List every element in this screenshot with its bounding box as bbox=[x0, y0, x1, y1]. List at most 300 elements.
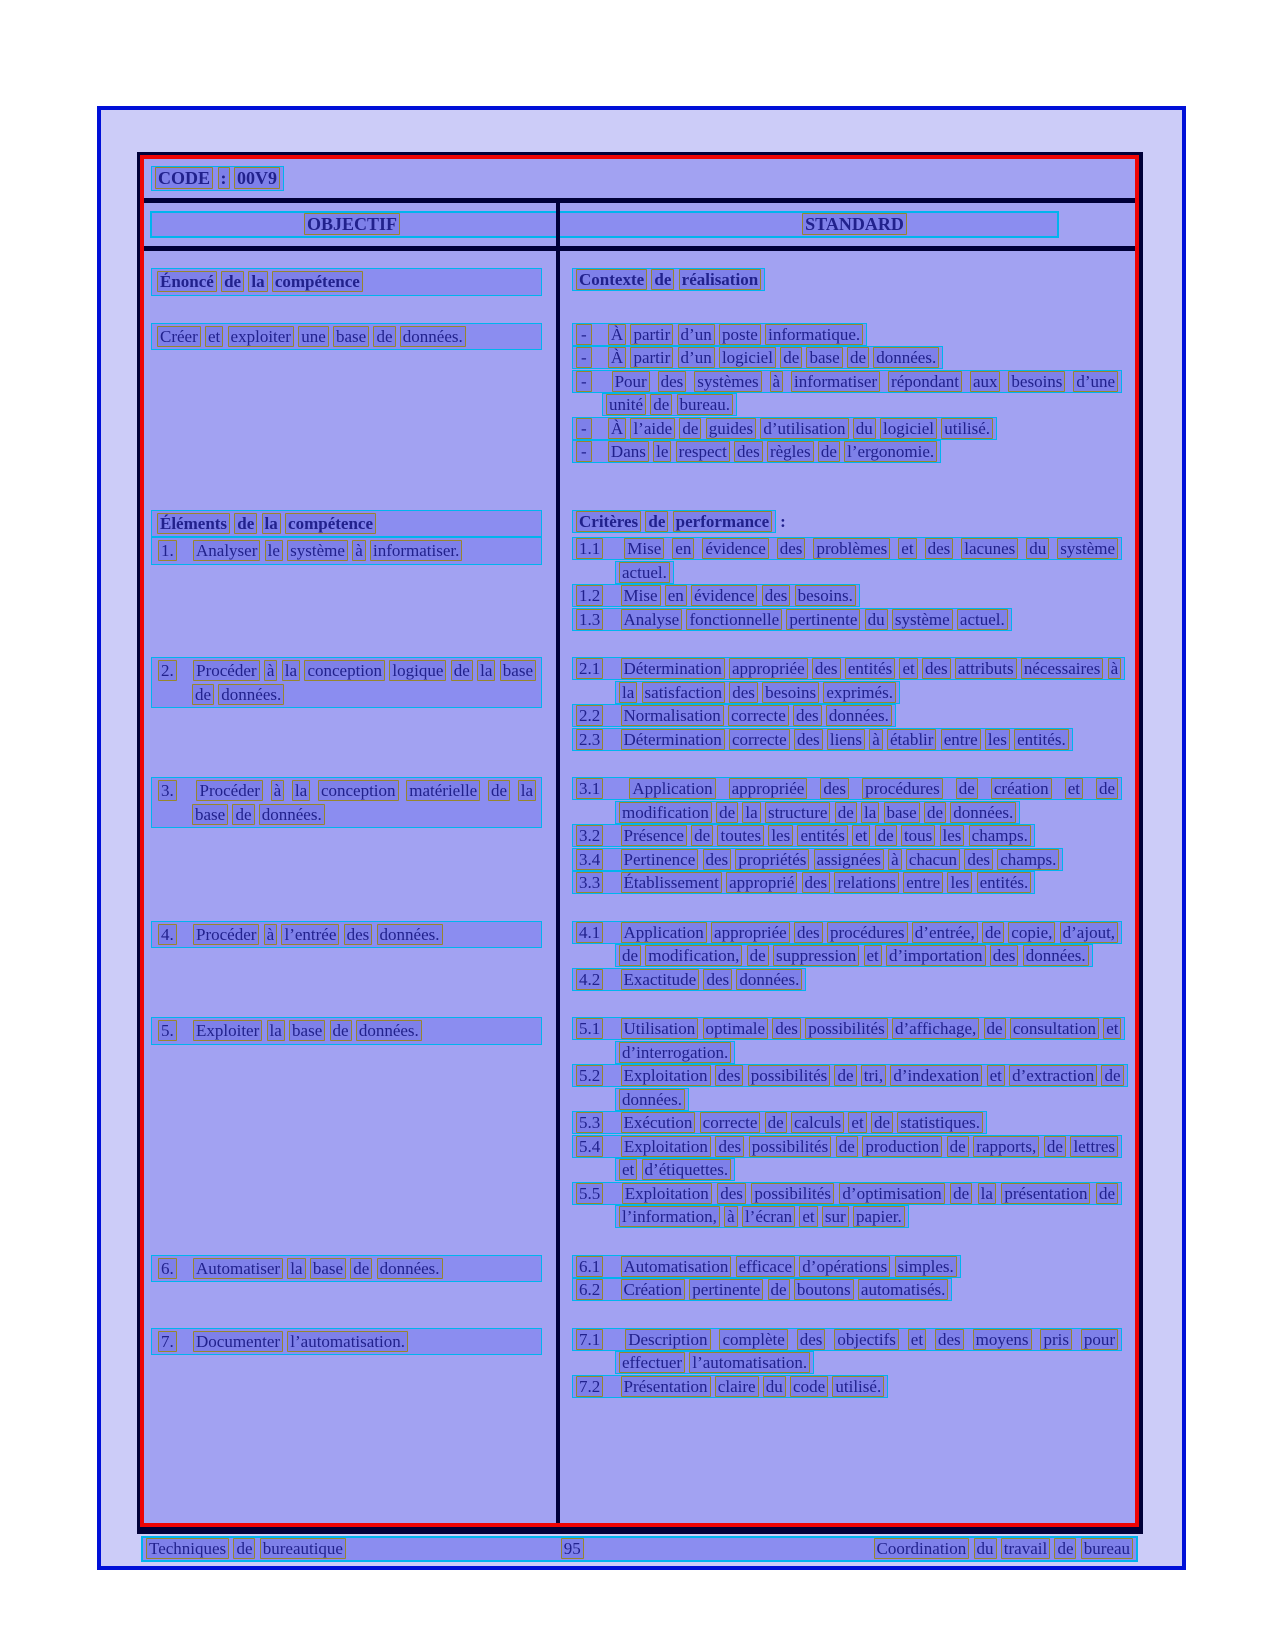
word-box: données. bbox=[400, 326, 466, 347]
contexte-title-para bbox=[572, 268, 1126, 292]
context-bullet-item bbox=[572, 346, 1126, 370]
word-box: d’un bbox=[678, 347, 715, 368]
word-box: la bbox=[619, 682, 637, 703]
context-bullet-item bbox=[572, 323, 1126, 347]
criteria-cell bbox=[556, 777, 1135, 895]
word-box: pertinente bbox=[689, 1279, 763, 1300]
enonce-text-cell bbox=[144, 323, 556, 464]
word-box: Documenter bbox=[193, 1331, 283, 1352]
context-bullet-line bbox=[572, 417, 997, 440]
word-box: 1.2 bbox=[576, 585, 603, 606]
word-box: d’un bbox=[678, 324, 715, 345]
word-box: de bbox=[373, 326, 395, 347]
word-box: fonctionnelle bbox=[686, 609, 782, 630]
word-box: informatique. bbox=[765, 324, 863, 345]
criterion-text bbox=[572, 921, 1122, 968]
word-box: de bbox=[221, 271, 244, 292]
word-box: 5.1 bbox=[576, 1018, 603, 1039]
word-box: des bbox=[794, 729, 823, 750]
word-box: de bbox=[875, 825, 897, 846]
elements-title-cell bbox=[144, 510, 556, 538]
enonce-contexte-row bbox=[144, 323, 1135, 464]
word-box: données. bbox=[950, 802, 1016, 823]
element-cell bbox=[144, 921, 556, 992]
word-box: l’entrée bbox=[281, 924, 339, 945]
word-box: de bbox=[982, 922, 1004, 943]
word-box: conception bbox=[318, 780, 399, 801]
word-box: 1. bbox=[158, 540, 177, 561]
word-box: réalisation bbox=[679, 269, 762, 290]
word-box: statistiques. bbox=[897, 1112, 983, 1133]
word-box: compétence bbox=[285, 513, 376, 534]
standard-header bbox=[802, 213, 907, 235]
criterion-text bbox=[572, 728, 1073, 751]
word-box: des bbox=[802, 872, 831, 893]
criterion-text bbox=[572, 584, 860, 607]
element-cell bbox=[144, 1017, 556, 1229]
table-outer-frame bbox=[137, 152, 1143, 1534]
elements-items bbox=[144, 537, 1135, 1398]
word-box: d’interrogation. bbox=[619, 1042, 731, 1063]
word-box: des bbox=[812, 658, 841, 679]
word-box: l’aide bbox=[630, 418, 675, 439]
word-box: la bbox=[282, 660, 300, 681]
word-box: suppression bbox=[773, 945, 859, 966]
word-box: base bbox=[289, 1020, 325, 1041]
word-box: 2.1 bbox=[576, 658, 603, 679]
word-box: possibilités bbox=[751, 1183, 834, 1204]
word-box: Utilisation bbox=[621, 1018, 699, 1039]
word-box: et bbox=[987, 1065, 1005, 1086]
word-box: actuel. bbox=[957, 609, 1008, 630]
word-box: 1.1 bbox=[576, 538, 603, 559]
word-box: besoins. bbox=[795, 585, 856, 606]
word-box: du bbox=[865, 609, 888, 630]
criterion-text bbox=[572, 704, 896, 727]
word-box: besoins bbox=[762, 682, 819, 703]
word-box: des bbox=[715, 1136, 744, 1157]
criteres-title bbox=[572, 510, 776, 533]
word-box: les bbox=[768, 825, 793, 846]
criterion-para bbox=[572, 1328, 1126, 1375]
element-text bbox=[151, 777, 542, 828]
word-box: appropriée bbox=[711, 922, 790, 943]
criterion-text bbox=[572, 1111, 987, 1134]
word-box: Procéder bbox=[196, 780, 262, 801]
criterion-text bbox=[572, 1328, 1122, 1375]
word-box: respect bbox=[676, 441, 730, 462]
word-box: Pertinence bbox=[621, 849, 699, 870]
word-box: les bbox=[940, 825, 965, 846]
word-box: Mise bbox=[624, 538, 664, 559]
word-box: informatiser bbox=[791, 371, 880, 392]
word-box: des bbox=[820, 778, 849, 799]
criterion-para bbox=[572, 657, 1126, 704]
element-item-row bbox=[144, 537, 1135, 631]
word-box: des bbox=[703, 969, 732, 990]
word-box: de bbox=[871, 1112, 893, 1133]
word-box: la bbox=[287, 1258, 305, 1279]
element-text bbox=[151, 537, 542, 565]
word-box: 4. bbox=[158, 924, 177, 945]
word-box: de bbox=[651, 269, 674, 290]
word-box: bureautique bbox=[260, 1538, 346, 1559]
word-box: et bbox=[848, 1112, 866, 1133]
element-item-row bbox=[144, 921, 1135, 992]
word-box: Exactitude bbox=[621, 969, 700, 990]
criteria-cell bbox=[556, 1255, 1135, 1302]
word-box: entre bbox=[941, 729, 981, 750]
word-box: actuel. bbox=[619, 562, 670, 583]
criterion-text bbox=[572, 657, 1125, 704]
word-box: évidence bbox=[702, 538, 768, 559]
word-box: nécessaires bbox=[1021, 658, 1103, 679]
word-box: pour bbox=[1081, 1329, 1118, 1350]
context-bullet-line bbox=[572, 440, 941, 463]
word-box: en bbox=[665, 585, 687, 606]
word-box: appropriée bbox=[729, 778, 808, 799]
column-divider-segment bbox=[556, 203, 560, 246]
word-box: possibilités bbox=[749, 1136, 832, 1157]
word-box: procédures bbox=[862, 778, 943, 799]
word-box: système bbox=[1057, 538, 1118, 559]
word-box: de bbox=[956, 778, 978, 799]
word-box: l’information, bbox=[619, 1206, 720, 1227]
enonce-title-cell bbox=[144, 268, 556, 296]
word-box: l’écran bbox=[742, 1206, 795, 1227]
element-text bbox=[151, 921, 542, 949]
criterion-text bbox=[572, 848, 1063, 871]
word-box: de bbox=[1044, 1136, 1066, 1157]
word-box: 6. bbox=[158, 1258, 177, 1279]
word-box: Procéder bbox=[193, 924, 259, 945]
criterion-text bbox=[572, 1182, 1122, 1229]
word-box: de bbox=[1096, 1183, 1118, 1204]
word-box: des bbox=[715, 1065, 744, 1086]
word-box: du bbox=[1026, 538, 1049, 559]
word-box: la bbox=[248, 271, 267, 292]
word-box: des bbox=[772, 1018, 801, 1039]
word-box: et bbox=[1065, 778, 1083, 799]
word-box: logiciel bbox=[719, 347, 776, 368]
criteres-title-para bbox=[572, 510, 1126, 534]
word-box: à bbox=[352, 540, 366, 561]
element-text bbox=[151, 657, 542, 708]
enonce-text bbox=[151, 323, 542, 351]
column-header-band bbox=[150, 211, 1059, 238]
word-box: modification bbox=[619, 802, 712, 823]
word-box: copie, bbox=[1008, 922, 1055, 943]
word-box: correcte bbox=[700, 1112, 761, 1133]
word-box: de bbox=[234, 513, 257, 534]
element-para bbox=[151, 537, 542, 565]
word-box: matérielle bbox=[406, 780, 480, 801]
word-box: liens bbox=[827, 729, 865, 750]
code-line bbox=[151, 166, 284, 191]
criterion-text bbox=[572, 968, 806, 991]
criterion-text bbox=[572, 1064, 1128, 1111]
word-box: de bbox=[451, 660, 473, 681]
word-box: consultation bbox=[1010, 1018, 1099, 1039]
criterion-para bbox=[572, 1017, 1126, 1064]
word-box: entre bbox=[903, 872, 943, 893]
word-box: aux bbox=[970, 371, 1001, 392]
word-box: sur bbox=[822, 1206, 849, 1227]
word-box: STANDARD bbox=[802, 213, 907, 235]
word-box: rapports, bbox=[973, 1136, 1039, 1157]
word-box: informatiser. bbox=[370, 540, 462, 561]
criterion-para bbox=[572, 704, 1126, 728]
word-box: en bbox=[672, 538, 694, 559]
criterion-para bbox=[572, 921, 1126, 968]
word-box: de bbox=[780, 347, 802, 368]
word-box: Exécution bbox=[621, 1112, 696, 1133]
word-box: de bbox=[488, 780, 510, 801]
word-box: des bbox=[777, 538, 806, 559]
word-box: 5.5 bbox=[576, 1183, 603, 1204]
word-box: de bbox=[984, 1018, 1006, 1039]
word-box: - bbox=[576, 371, 592, 392]
word-box: 00V9 bbox=[234, 167, 280, 189]
word-box: à bbox=[264, 660, 278, 681]
document-page bbox=[97, 106, 1186, 1570]
word-box: de bbox=[747, 945, 769, 966]
word-box: et bbox=[619, 1159, 637, 1180]
word-box: 3.4 bbox=[576, 849, 603, 870]
word-box: entités bbox=[845, 658, 895, 679]
word-box: 7.2 bbox=[576, 1376, 603, 1397]
word-box: la bbox=[477, 660, 495, 681]
word-box: de bbox=[1101, 1065, 1123, 1086]
standard-header-cell bbox=[552, 214, 1057, 235]
word-box: la bbox=[262, 513, 281, 534]
word-box: de bbox=[716, 802, 738, 823]
objectif-standard-table bbox=[140, 155, 1139, 1527]
criteres-title-cell bbox=[556, 510, 1135, 538]
word-box: pertinente bbox=[786, 609, 860, 630]
word-box: papier. bbox=[853, 1206, 905, 1227]
footer-left bbox=[146, 1539, 346, 1559]
element-text bbox=[151, 1255, 542, 1283]
criterion-para bbox=[572, 1255, 1126, 1279]
word-box: utilisé. bbox=[941, 418, 993, 439]
word-box: partir bbox=[630, 324, 673, 345]
word-box: d’indexation bbox=[890, 1065, 982, 1086]
word-box: de bbox=[691, 825, 713, 846]
objectif-header bbox=[304, 213, 400, 235]
word-box: lettres bbox=[1070, 1136, 1118, 1157]
criterion-para bbox=[572, 1064, 1126, 1111]
word-box: 5. bbox=[158, 1020, 177, 1041]
word-box: la bbox=[292, 780, 310, 801]
word-box: de bbox=[650, 394, 672, 415]
word-box: Présence bbox=[621, 825, 687, 846]
word-box: de bbox=[818, 441, 840, 462]
word-box: Énoncé bbox=[157, 271, 217, 292]
word-box: données. bbox=[377, 1258, 443, 1279]
word-box: Dans bbox=[608, 441, 649, 462]
word-box: Présentation bbox=[621, 1376, 711, 1397]
word-box: de bbox=[1054, 1538, 1076, 1559]
word-box: des bbox=[964, 849, 993, 870]
word-box: et bbox=[898, 538, 916, 559]
word-box: besoins bbox=[1008, 371, 1065, 392]
word-box: et bbox=[1103, 1018, 1121, 1039]
word-box: partir bbox=[630, 347, 673, 368]
word-box: d’utilisation bbox=[760, 418, 848, 439]
word-box: Mise bbox=[621, 585, 661, 606]
word-box: l’automatisation. bbox=[689, 1352, 810, 1373]
word-box: Application bbox=[621, 922, 707, 943]
word-box: production bbox=[862, 1136, 942, 1157]
word-box: Exploiter bbox=[193, 1020, 262, 1041]
word-box: exprimés. bbox=[823, 682, 896, 703]
word-box: Normalisation bbox=[621, 705, 724, 726]
contexte-title bbox=[572, 268, 765, 291]
word-box: simples. bbox=[895, 1256, 957, 1277]
word-box: Pour bbox=[612, 371, 650, 392]
criterion-para bbox=[572, 1278, 1126, 1302]
element-para bbox=[151, 657, 542, 708]
word-box: des bbox=[935, 1329, 964, 1350]
element-para bbox=[151, 921, 542, 949]
criterion-text bbox=[572, 777, 1122, 824]
word-box: problèmes bbox=[813, 538, 890, 559]
word-box: champs. bbox=[969, 825, 1031, 846]
word-box: répondant bbox=[888, 371, 962, 392]
word-box: des bbox=[729, 682, 758, 703]
word-box: Critères bbox=[576, 511, 641, 532]
element-item-row bbox=[144, 777, 1135, 895]
word-box: Détermination bbox=[621, 729, 725, 750]
footer-right bbox=[874, 1539, 1133, 1559]
word-box: tri, bbox=[861, 1065, 886, 1086]
word-box: - bbox=[576, 441, 592, 462]
criteria-cell bbox=[556, 921, 1135, 992]
word-box: systèmes bbox=[694, 371, 761, 392]
word-box: des bbox=[794, 922, 823, 943]
word-box: système bbox=[892, 609, 953, 630]
context-bullet-item bbox=[572, 417, 1126, 441]
word-box: des bbox=[762, 585, 791, 606]
word-box: des bbox=[734, 441, 763, 462]
word-box: d’opérations bbox=[799, 1256, 890, 1277]
element-item-row bbox=[144, 1017, 1135, 1229]
word-box: 2.2 bbox=[576, 705, 603, 726]
criterion-para bbox=[572, 824, 1126, 848]
word-box: de bbox=[835, 802, 857, 823]
word-box: la bbox=[518, 780, 536, 801]
element-cell bbox=[144, 1255, 556, 1302]
word-box: à bbox=[271, 780, 285, 801]
word-box: 2. bbox=[158, 660, 177, 681]
word-box: la bbox=[742, 802, 760, 823]
criterion-text bbox=[572, 537, 1122, 584]
word-box: structure bbox=[765, 802, 830, 823]
word-box: à bbox=[264, 924, 278, 945]
word-box: poste bbox=[719, 324, 761, 345]
word-box: Contexte bbox=[576, 269, 647, 290]
column-divider bbox=[556, 251, 560, 1523]
word-box: 7.1 bbox=[576, 1329, 603, 1350]
criterion-para bbox=[572, 777, 1126, 824]
word-box: des bbox=[925, 538, 954, 559]
word-box: l’automatisation. bbox=[287, 1331, 408, 1352]
word-box: 3. bbox=[158, 780, 177, 801]
criterion-para bbox=[572, 537, 1126, 584]
objectif-header-cell bbox=[152, 214, 552, 235]
word-box: Automatisation bbox=[621, 1256, 732, 1277]
word-box: compétence bbox=[272, 271, 363, 292]
word-box: Établissement bbox=[621, 872, 722, 893]
word-box: bureau. bbox=[677, 394, 734, 415]
word-box: base bbox=[310, 1258, 346, 1279]
criterion-para bbox=[572, 608, 1126, 632]
word-box: d’extraction bbox=[1009, 1065, 1097, 1086]
word-box: toutes bbox=[717, 825, 764, 846]
word-box: du bbox=[974, 1538, 997, 1559]
word-box: 5.2 bbox=[576, 1065, 603, 1086]
word-box: pris bbox=[1040, 1329, 1072, 1350]
word-box: et bbox=[799, 1206, 817, 1227]
word-box: base bbox=[884, 802, 920, 823]
word-box: système bbox=[287, 540, 348, 561]
context-bullet-line bbox=[572, 370, 1122, 417]
word-box: à bbox=[888, 849, 902, 870]
criterion-para bbox=[572, 1375, 1126, 1399]
word-box: données. bbox=[736, 969, 802, 990]
word-box: à bbox=[1108, 658, 1122, 679]
word-box: d’optimisation bbox=[839, 1183, 944, 1204]
word-box: automatisés. bbox=[858, 1279, 949, 1300]
criterion-para bbox=[572, 968, 1126, 992]
word-box: de bbox=[950, 1183, 972, 1204]
word-box: de bbox=[645, 511, 668, 532]
word-box: possibilités bbox=[748, 1065, 831, 1086]
word-box: 5.4 bbox=[576, 1136, 603, 1157]
word-box: le bbox=[653, 441, 671, 462]
word-box: et bbox=[205, 326, 223, 347]
word-box: données. bbox=[873, 347, 939, 368]
word-box: base bbox=[806, 347, 842, 368]
footer bbox=[141, 1536, 1138, 1562]
word-box: : bbox=[218, 167, 230, 189]
word-box: de bbox=[947, 1136, 969, 1157]
word-box: moyens bbox=[973, 1329, 1032, 1350]
word-box: d’affichage, bbox=[892, 1018, 979, 1039]
word-box: boutons bbox=[794, 1279, 854, 1300]
word-box: performance bbox=[673, 511, 772, 532]
word-box: données. bbox=[1023, 945, 1089, 966]
contexte-list bbox=[556, 323, 1135, 464]
word-box: 5.3 bbox=[576, 1112, 603, 1133]
word-box: attributs bbox=[955, 658, 1017, 679]
word-box: données. bbox=[619, 1089, 685, 1110]
word-box: 3.2 bbox=[576, 825, 603, 846]
word-box: 6.1 bbox=[576, 1256, 603, 1277]
word-box: base bbox=[192, 804, 228, 825]
criterion-para bbox=[572, 1111, 1126, 1135]
word-box: optimale bbox=[703, 1018, 768, 1039]
word-box: création bbox=[991, 778, 1052, 799]
word-box: calculs bbox=[791, 1112, 844, 1133]
word-box: travail bbox=[1001, 1538, 1050, 1559]
criterion-para bbox=[572, 728, 1126, 752]
criterion-para bbox=[572, 871, 1126, 895]
element-item-row bbox=[144, 657, 1135, 751]
word-box: code bbox=[790, 1376, 828, 1397]
criterion-text bbox=[572, 1375, 888, 1398]
